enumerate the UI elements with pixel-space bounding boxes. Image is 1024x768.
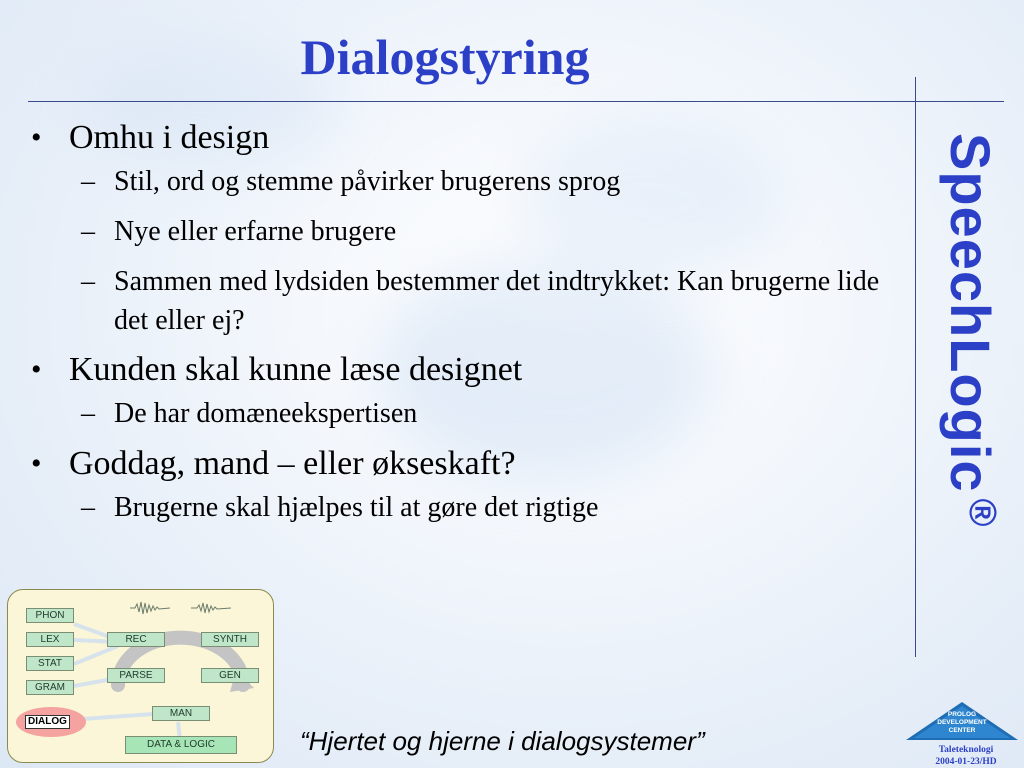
dialog-system-diagram	[7, 589, 274, 763]
footer-date: 2004-01-23/HD	[935, 757, 997, 767]
stat-box: STAT	[26, 656, 74, 671]
bullet-item	[28, 350, 888, 434]
sub-bullet-item: – Stil, ord og stemme påvirker brugerens sprog	[69, 162, 888, 202]
sub-bullet-item: – Sammen med lydsiden bestemmer det indtrykket: Kan brugerne lide det eller ej?	[69, 262, 888, 340]
caption: “Hjertet og hjerne i dialogsystemer”	[300, 726, 705, 756]
brand-logo	[938, 133, 1003, 528]
footer	[918, 744, 1014, 768]
logo-text: PROLOG	[947, 711, 977, 718]
man-box: MAN	[152, 706, 210, 721]
sub-bullet-list	[69, 488, 888, 528]
bullet-list	[28, 118, 888, 538]
sub-bullet-list	[69, 162, 888, 340]
sub-bullet-item: – De har domæneekspertisen	[69, 394, 888, 434]
data-logic-box: DATA & LOGIC	[125, 736, 237, 754]
registered-mark: ®	[961, 498, 1003, 528]
bullet-text: Kunden skal kunne læse designet	[69, 351, 523, 388]
dialog-box: DIALOG	[25, 715, 70, 729]
gen-box: GEN	[201, 668, 259, 683]
rec-box: REC	[107, 632, 165, 647]
sub-bullet-list	[69, 394, 888, 434]
lex-box: LEX	[26, 632, 74, 647]
bullet-text: Omhu i design	[69, 119, 270, 156]
side-rule	[915, 77, 916, 657]
sub-bullet-item: – Nye eller erfarne brugere	[69, 212, 888, 252]
sub-bullet-item: – Brugerne skal hjælpes til at gøre det rigtige	[69, 488, 888, 528]
waveform-icon	[191, 601, 231, 615]
gram-box: GRAM	[26, 680, 74, 695]
synth-box: SYNTH	[201, 632, 259, 647]
parse-box: PARSE	[107, 668, 165, 683]
waveform-icon	[130, 601, 170, 615]
dialog-highlight	[16, 707, 86, 737]
header-rule	[28, 101, 1004, 102]
brand-text: SpeechLogic	[939, 133, 1002, 493]
logo-text: CENTER	[948, 727, 976, 734]
footer-course: Taleteknologi	[938, 745, 994, 755]
bullet-item	[28, 444, 888, 528]
prolog-logo	[906, 702, 1018, 740]
logo-text: DEVELOPMENT	[937, 719, 987, 726]
bullet-item	[28, 118, 888, 340]
bullet-text: Goddag, mand – eller økseskaft?	[69, 445, 516, 482]
slide-title: Dialogstyring	[300, 29, 590, 85]
phon-box: PHON	[26, 608, 74, 623]
